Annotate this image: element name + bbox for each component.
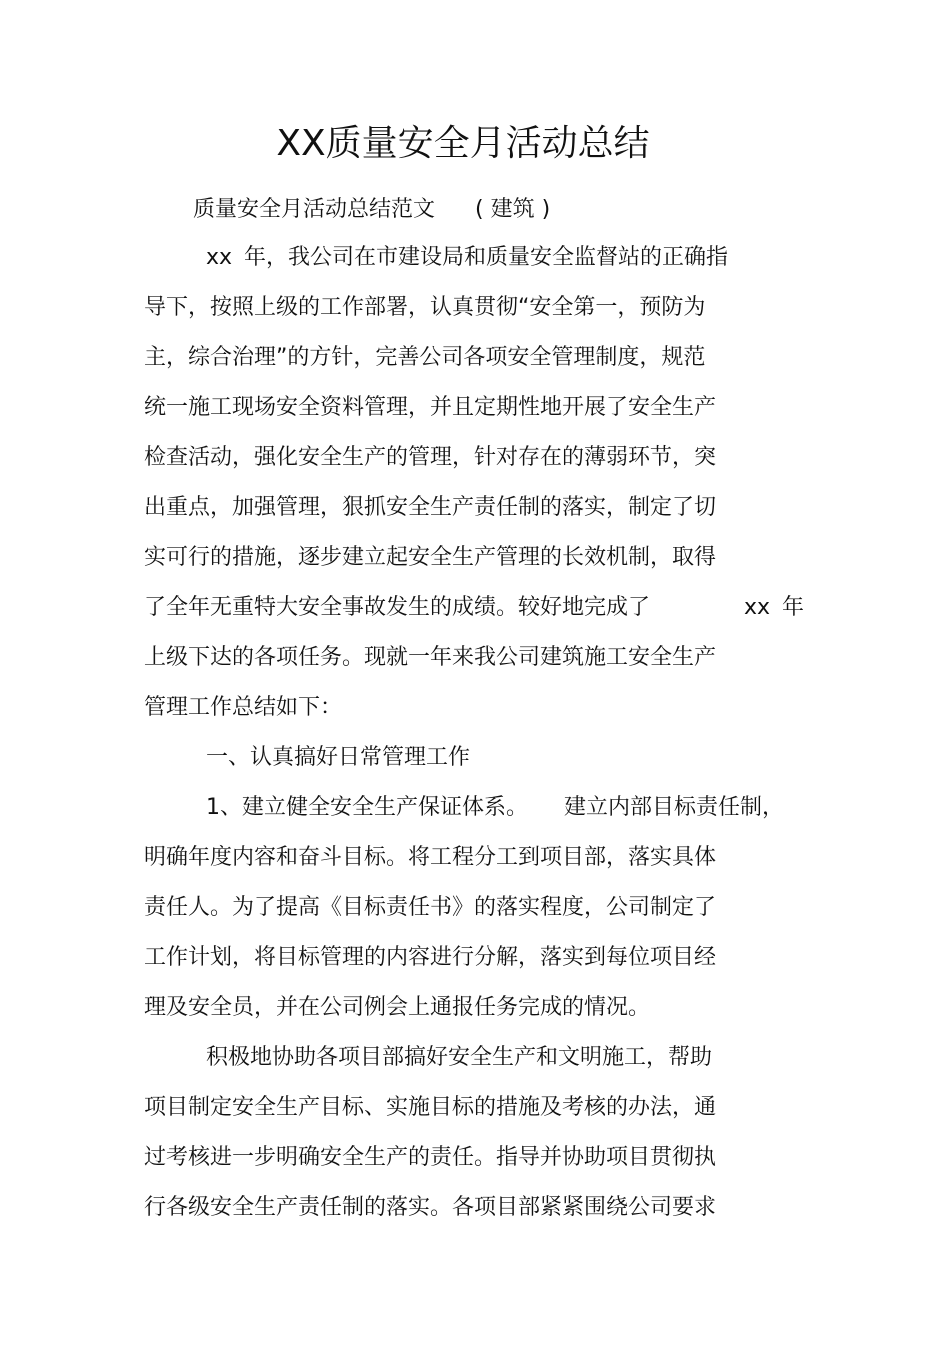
text-segment: 建立内部目标责任制， <box>564 795 785 820</box>
text-segment: 实可行的措施，逐步建立起安全生产管理的长效机制，取得 <box>144 545 717 570</box>
text-segment: 上级下达的各项任务。现就一年来我公司建筑施工安全生产 <box>144 645 717 670</box>
text-segment: 项目制定安全生产目标、实施目标的措施及考核的办法，通 <box>144 1095 717 1120</box>
text-segment: xx <box>206 245 233 270</box>
text-segment: 理及安全员，并在公司例会上通报任务完成的情况。 <box>144 995 651 1020</box>
document-title: XX质量安全月活动总结 <box>276 123 650 164</box>
text-segment: 导下，按照上级的工作部署，认真贯彻“安全第一，预防为 <box>144 295 706 320</box>
text-segment: 一、认真搞好日常管理工作 <box>206 745 471 770</box>
text-segment: 了全年无重特大安全事故发生的成绩。较好地完成了 <box>144 595 651 620</box>
text-segment: 统一施工现场安全资料管理，并且定期性地开展了安全生产 <box>144 395 717 420</box>
text-segment: 年 <box>782 595 805 620</box>
subtitle-note: ( 建筑 ) <box>475 197 551 222</box>
subtitle-main: 质量安全月活动总结范文 <box>193 197 436 222</box>
text-segment: 积极地协助各项目部搞好安全生产和文明施工，帮助 <box>206 1045 713 1070</box>
text-segment: 过考核进一步明确安全生产的责任。指导并协助项目贯彻执 <box>144 1145 717 1170</box>
text-segment: 责任人。为了提高《目标责任书》的落实程度，公司制定了 <box>144 895 717 920</box>
text-segment: 主，综合治理”的方针，完善公司各项安全管理制度，规范 <box>144 345 706 370</box>
text-segment: 行各级安全生产责任制的落实。各项目部紧紧围绕公司要求 <box>144 1195 717 1220</box>
text-segment: 工作计划，将目标管理的内容进行分解，落实到每位项目经 <box>144 945 717 970</box>
text-segment: 年，我公司在市建设局和质量安全监督站的正确指 <box>244 245 729 270</box>
text-segment: 明确年度内容和奋斗目标。将工程分工到项目部，落实具体 <box>144 845 717 870</box>
text-segment: xx <box>744 595 771 620</box>
text-segment: 出重点，加强管理，狠抓安全生产责任制的落实，制定了切 <box>144 495 717 520</box>
text-segment: 1、建立健全安全生产保证体系。 <box>206 795 528 820</box>
text-segment: 管理工作总结如下： <box>144 695 343 720</box>
text-segment: 检查活动，强化安全生产的管理，针对存在的薄弱环节，突 <box>144 445 717 470</box>
